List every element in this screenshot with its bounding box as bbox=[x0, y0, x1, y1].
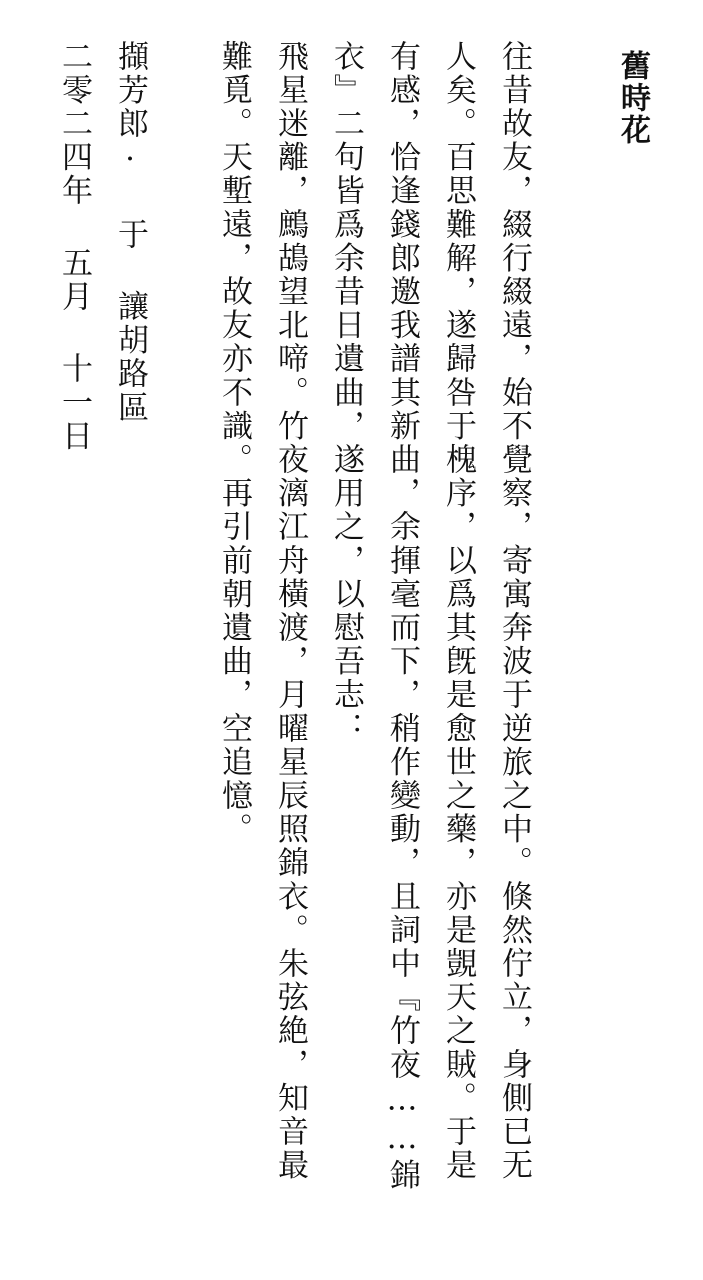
date-signature: 二零二四年 五月 十一日 bbox=[56, 40, 92, 454]
body-column-2: 人矣。百思難解，遂歸咎于槐序，以爲其旣是愈世之藥，亦是覬天之賊。于是 bbox=[440, 40, 476, 1183]
body-column-5: 飛星迷離，鷓鴣望北啼。竹夜漓江舟橫渡，月曜星辰照錦衣。朱弦絶，知音最 bbox=[272, 40, 308, 1183]
poem-title: 舊時花 bbox=[615, 50, 650, 146]
body-column-1: 往昔故友，綴行綴遠，始不覺察，寄寓奔波于逆旅之中。倏然佇立，身側已无 bbox=[496, 40, 532, 1183]
body-column-6: 難覓。天塹遠，故友亦不識。再引前朝遺曲，空追憶。 bbox=[216, 40, 252, 847]
body-column-4: 衣』二句皆爲余昔日遺曲，遂用之，以慰吾志： bbox=[328, 40, 364, 746]
author-signature: 擷芳郎· 于 讓胡路區 bbox=[112, 40, 148, 425]
body-column-3: 有感，恰逢錢郎邀我譜其新曲，余揮毫而下，稍作變動，且詞中『竹夜……錦 bbox=[384, 40, 420, 1193]
